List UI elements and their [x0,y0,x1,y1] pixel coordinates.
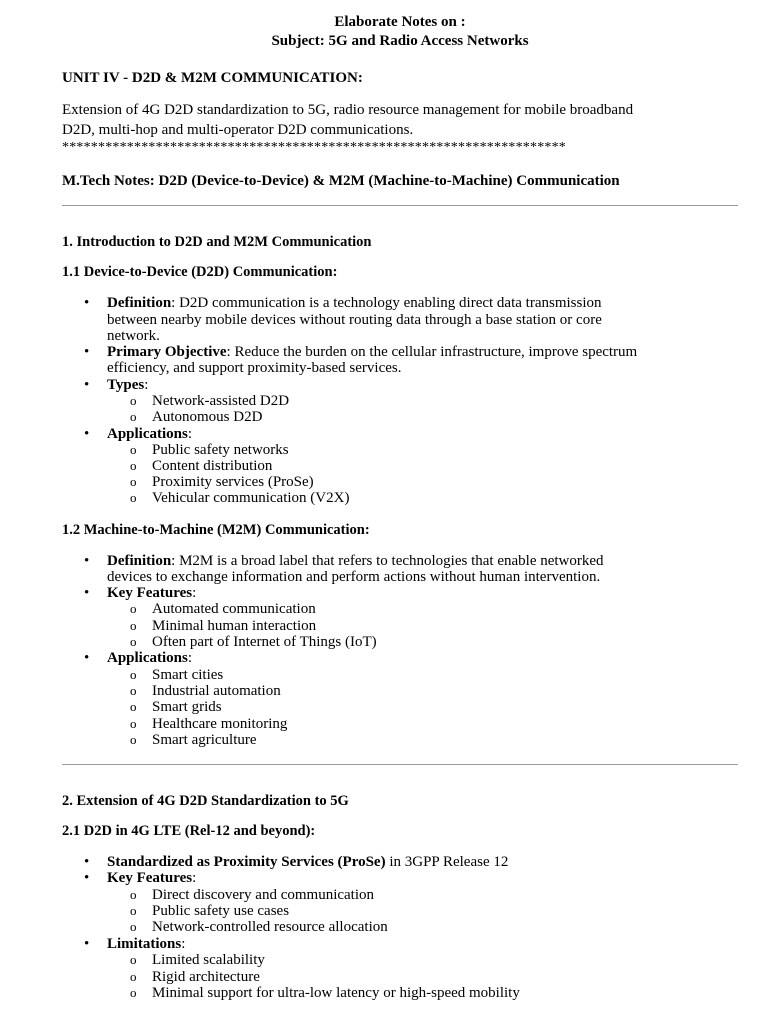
list-item: Network-controlled resource allocation [152,919,388,935]
notes-title: M.Tech Notes: D2D (Device-to-Device) & M2M (Machine-to-Machine) Communication [62,173,620,189]
colon: : [187,650,193,666]
m2m-definition [107,553,604,569]
sub-bullet-icon: o [130,442,137,457]
list-item: Automated communication [152,601,316,617]
sub-bullet-icon: o [130,903,137,918]
divider [62,764,738,765]
prose-item [107,854,508,870]
sub-bullet-icon: o [130,634,137,649]
bullet-icon: • [84,344,90,360]
sub-bullet-icon: o [130,716,137,731]
bullet-icon: • [84,854,90,870]
syllabus-line-1: Extension of 4G D2D standardization to 5G, radio resource management for mobile broadband [62,102,634,118]
d2d-objective [107,344,637,360]
colon: : [187,426,193,442]
unit-title: UNIT IV - D2D & M2M COMMUNICATION: [62,70,363,86]
section-1-2-heading: 1.2 Machine-to-Machine (M2M) Communication: [62,522,370,538]
sub-bullet-icon: o [130,393,137,408]
objective-label: Primary Objective [107,344,227,360]
list-item: Direct discovery and communication [152,887,375,903]
definition-text: : D2D communication is a technology enabling direct data transmission [171,295,602,311]
features-label: Key Features [107,870,193,886]
objective-text-line-2: efficiency, and support proximity-based services. [107,360,402,376]
sub-bullet-icon: o [130,618,137,633]
list-item: Public safety use cases [152,903,290,919]
bullet-icon: • [84,870,90,886]
features-item [107,870,196,886]
divider [62,205,738,206]
applications-label: Applications [107,426,188,442]
features-label: Key Features [107,585,193,601]
definition-text: : M2M is a broad label that refers to technologies that enable networked [171,553,604,569]
header-subject: Subject: 5G and Radio Access Networks [271,33,529,49]
sub-bullet-icon: o [130,683,137,698]
syllabus-line-2: D2D, multi-hop and multi-operator D2D communications. [62,122,414,138]
sub-bullet-icon: o [130,985,137,1000]
list-item: Smart cities [152,667,224,683]
objective-text: : Reduce the burden on the cellular infrastructure, improve spectrum [226,344,638,360]
applications-item [107,650,192,666]
list-item: Often part of Internet of Things (IoT) [152,634,377,650]
sub-bullet-icon: o [130,490,137,505]
applications-item [107,426,192,442]
list-item: Vehicular communication (V2X) [152,490,350,506]
limitations-item [107,936,185,952]
section-1-heading: 1. Introduction to D2D and M2M Communication [62,234,372,250]
section-2-heading: 2. Extension of 4G D2D Standardization to 5G [62,793,349,809]
separator-stars: ********************************************************************** [62,140,566,155]
sub-bullet-icon: o [130,699,137,714]
bullet-icon: • [84,553,90,569]
bullet-icon: • [84,936,90,952]
prose-label: Standardized as Proximity Services (ProSe) [107,854,386,870]
list-item: Rigid architecture [152,969,260,985]
definition-label: Definition [107,553,172,569]
definition-text-line-2: devices to exchange information and perform actions without human intervention. [107,569,601,585]
bullet-icon: • [84,295,90,311]
bullet-icon: • [84,377,90,393]
list-item: Content distribution [152,458,273,474]
sub-bullet-icon: o [130,474,137,489]
header-line-1: Elaborate Notes on : [334,14,466,30]
list-item: Autonomous D2D [152,409,263,425]
sub-bullet-icon: o [130,969,137,984]
limitations-label: Limitations [107,936,182,952]
applications-label: Applications [107,650,188,666]
sub-bullet-icon: o [130,887,137,902]
types-label: Types [107,377,145,393]
section-1-1-heading: 1.1 Device-to-Device (D2D) Communication: [62,264,338,280]
section-2-1-heading: 2.1 D2D in 4G LTE (Rel-12 and beyond): [62,823,316,839]
prose-text: in 3GPP Release 12 [385,854,509,870]
d2d-definition [107,295,602,311]
colon: : [192,585,197,601]
features-item [107,585,196,601]
list-item: Industrial automation [152,683,281,699]
sub-bullet-icon: o [130,458,137,473]
sub-bullet-icon: o [130,952,137,967]
list-item: Minimal human interaction [152,618,317,634]
sub-bullet-icon: o [130,919,137,934]
types-item [107,377,148,393]
list-item: Smart grids [152,699,222,715]
definition-label: Definition [107,295,172,311]
sub-bullet-icon: o [130,732,137,747]
list-item: Smart agriculture [152,732,257,748]
list-item: Limited scalability [152,952,265,968]
sub-bullet-icon: o [130,667,137,682]
definition-text-line-3: network. [107,328,160,344]
bullet-icon: • [84,585,90,601]
bullet-icon: • [84,650,90,666]
bullet-icon: • [84,426,90,442]
list-item: Network-assisted D2D [152,393,290,409]
list-item: Minimal support for ultra-low latency or high-speed mobility [152,985,520,1001]
sub-bullet-icon: o [130,601,137,616]
colon: : [181,936,186,952]
list-item: Public safety networks [152,442,289,458]
colon: : [144,377,149,393]
list-item: Healthcare monitoring [152,716,288,732]
sub-bullet-icon: o [130,409,137,424]
definition-text-line-2: between nearby mobile devices without routing data through a base station or core [107,312,602,328]
list-item: Proximity services (ProSe) [152,474,314,490]
colon: : [192,870,197,886]
